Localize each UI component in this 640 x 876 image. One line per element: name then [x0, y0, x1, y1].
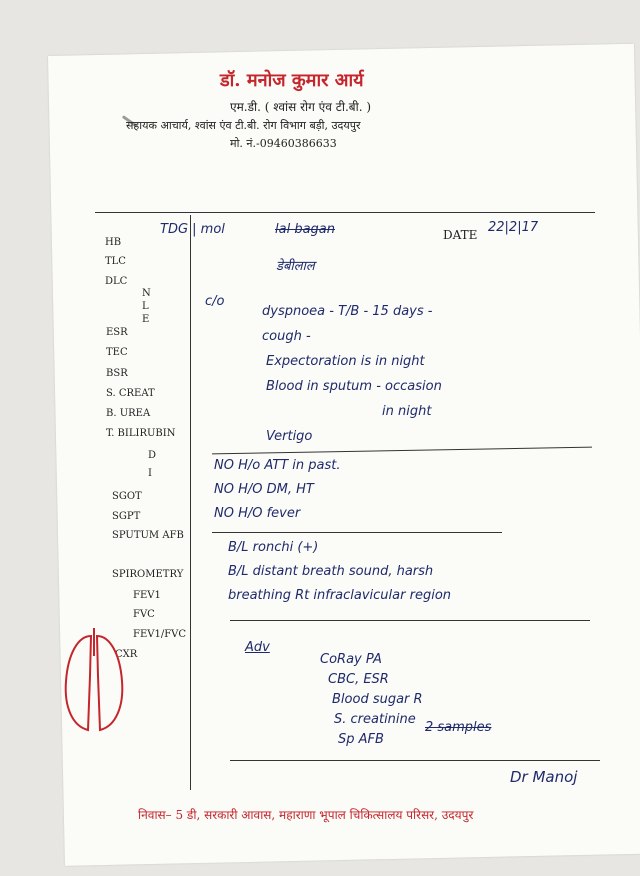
lab-label: TLC — [105, 256, 126, 267]
lab-label: D — [148, 450, 157, 461]
complaint-line: Expectoration is in night — [266, 354, 425, 369]
complaint-line: cough - — [262, 329, 311, 344]
complaint-line: Blood in sputum - occasion — [266, 379, 442, 394]
signature: Dr Manoj — [510, 768, 578, 786]
lab-label: I — [148, 468, 152, 479]
lab-label: HB — [105, 237, 122, 248]
lab-label: S. CREAT — [106, 388, 155, 399]
patient-name: डेबीलाल — [276, 259, 315, 274]
lab-label: SPIROMETRY — [112, 569, 184, 580]
advice-struck: 2 samples — [425, 720, 492, 735]
complaint-line: dyspnoea - T/B - 15 days - — [262, 304, 433, 319]
complaint-line: in night — [382, 404, 432, 419]
advice-line: Blood sugar R — [332, 692, 423, 707]
lab-label: SGOT — [112, 491, 142, 502]
name-struck: lal bagan — [275, 222, 335, 237]
lab-label: DLC — [105, 276, 128, 287]
advice-line: Sp AFB — [338, 732, 384, 747]
advice-line: CoRay PA — [320, 652, 382, 667]
lungs-diagram — [58, 626, 130, 746]
lab-label: SPUTUM AFB — [112, 530, 184, 541]
history-line: NO H/O fever — [214, 506, 301, 521]
lab-label: ESR — [106, 327, 128, 338]
lab-label: FVC — [133, 609, 155, 620]
lab-label: B. UREA — [106, 408, 151, 419]
lab-label: N — [142, 288, 151, 299]
lab-label: SGPT — [112, 511, 141, 522]
complaints-label: c/o — [205, 294, 225, 309]
doctor-name: डॉ. मनोज कुमार आर्य — [220, 70, 364, 91]
lab-label: E — [142, 314, 150, 325]
date-label: DATE — [443, 228, 478, 242]
advice-line: CBC, ESR — [328, 672, 389, 687]
degree: एम.डी. ( श्वांस रोग एंव टी.बी. ) — [230, 100, 372, 114]
lab-label: FEV1/FVC — [133, 629, 187, 640]
lab-label: TEC — [106, 347, 128, 358]
footer-address: निवास– 5 डी, सरकारी आवास, महाराणा भूपाल चिकित्सालय परिसर, उदयपुर — [138, 808, 474, 822]
phone-number: मो. नं.-09460386633 — [230, 137, 337, 150]
lab-label: BSR — [106, 368, 128, 379]
exam-line: B/L distant breath sound, harsh — [228, 564, 434, 579]
advice-line: S. creatinine — [334, 712, 416, 727]
lab-label: FEV1 — [133, 590, 161, 601]
lab-label: L — [142, 301, 149, 312]
rule-4 — [230, 760, 600, 761]
complaint-line: Vertigo — [266, 429, 313, 444]
left-column-rule — [190, 215, 191, 790]
exam-line: breathing Rt infraclavicular region — [228, 588, 452, 603]
top-note: TDG | mol — [160, 222, 225, 237]
header-rule — [95, 212, 595, 213]
exam-line: B/L ronchi (+) — [228, 540, 319, 555]
designation: सहायक आचार्य, श्वांस एंव टी.बी. रोग विभाग बड़ी, उदयपुर — [126, 119, 361, 132]
history-line: NO H/o ATT in past. — [214, 458, 341, 473]
history-line: NO H/O DM, HT — [214, 482, 314, 497]
rule-3 — [230, 620, 590, 621]
rule-2 — [212, 532, 502, 533]
lab-label: CXR — [115, 649, 138, 660]
date-value: 22|2|17 — [488, 220, 539, 235]
advice-label: Adv — [245, 640, 270, 655]
lab-label: T. BILIRUBIN — [106, 428, 176, 439]
